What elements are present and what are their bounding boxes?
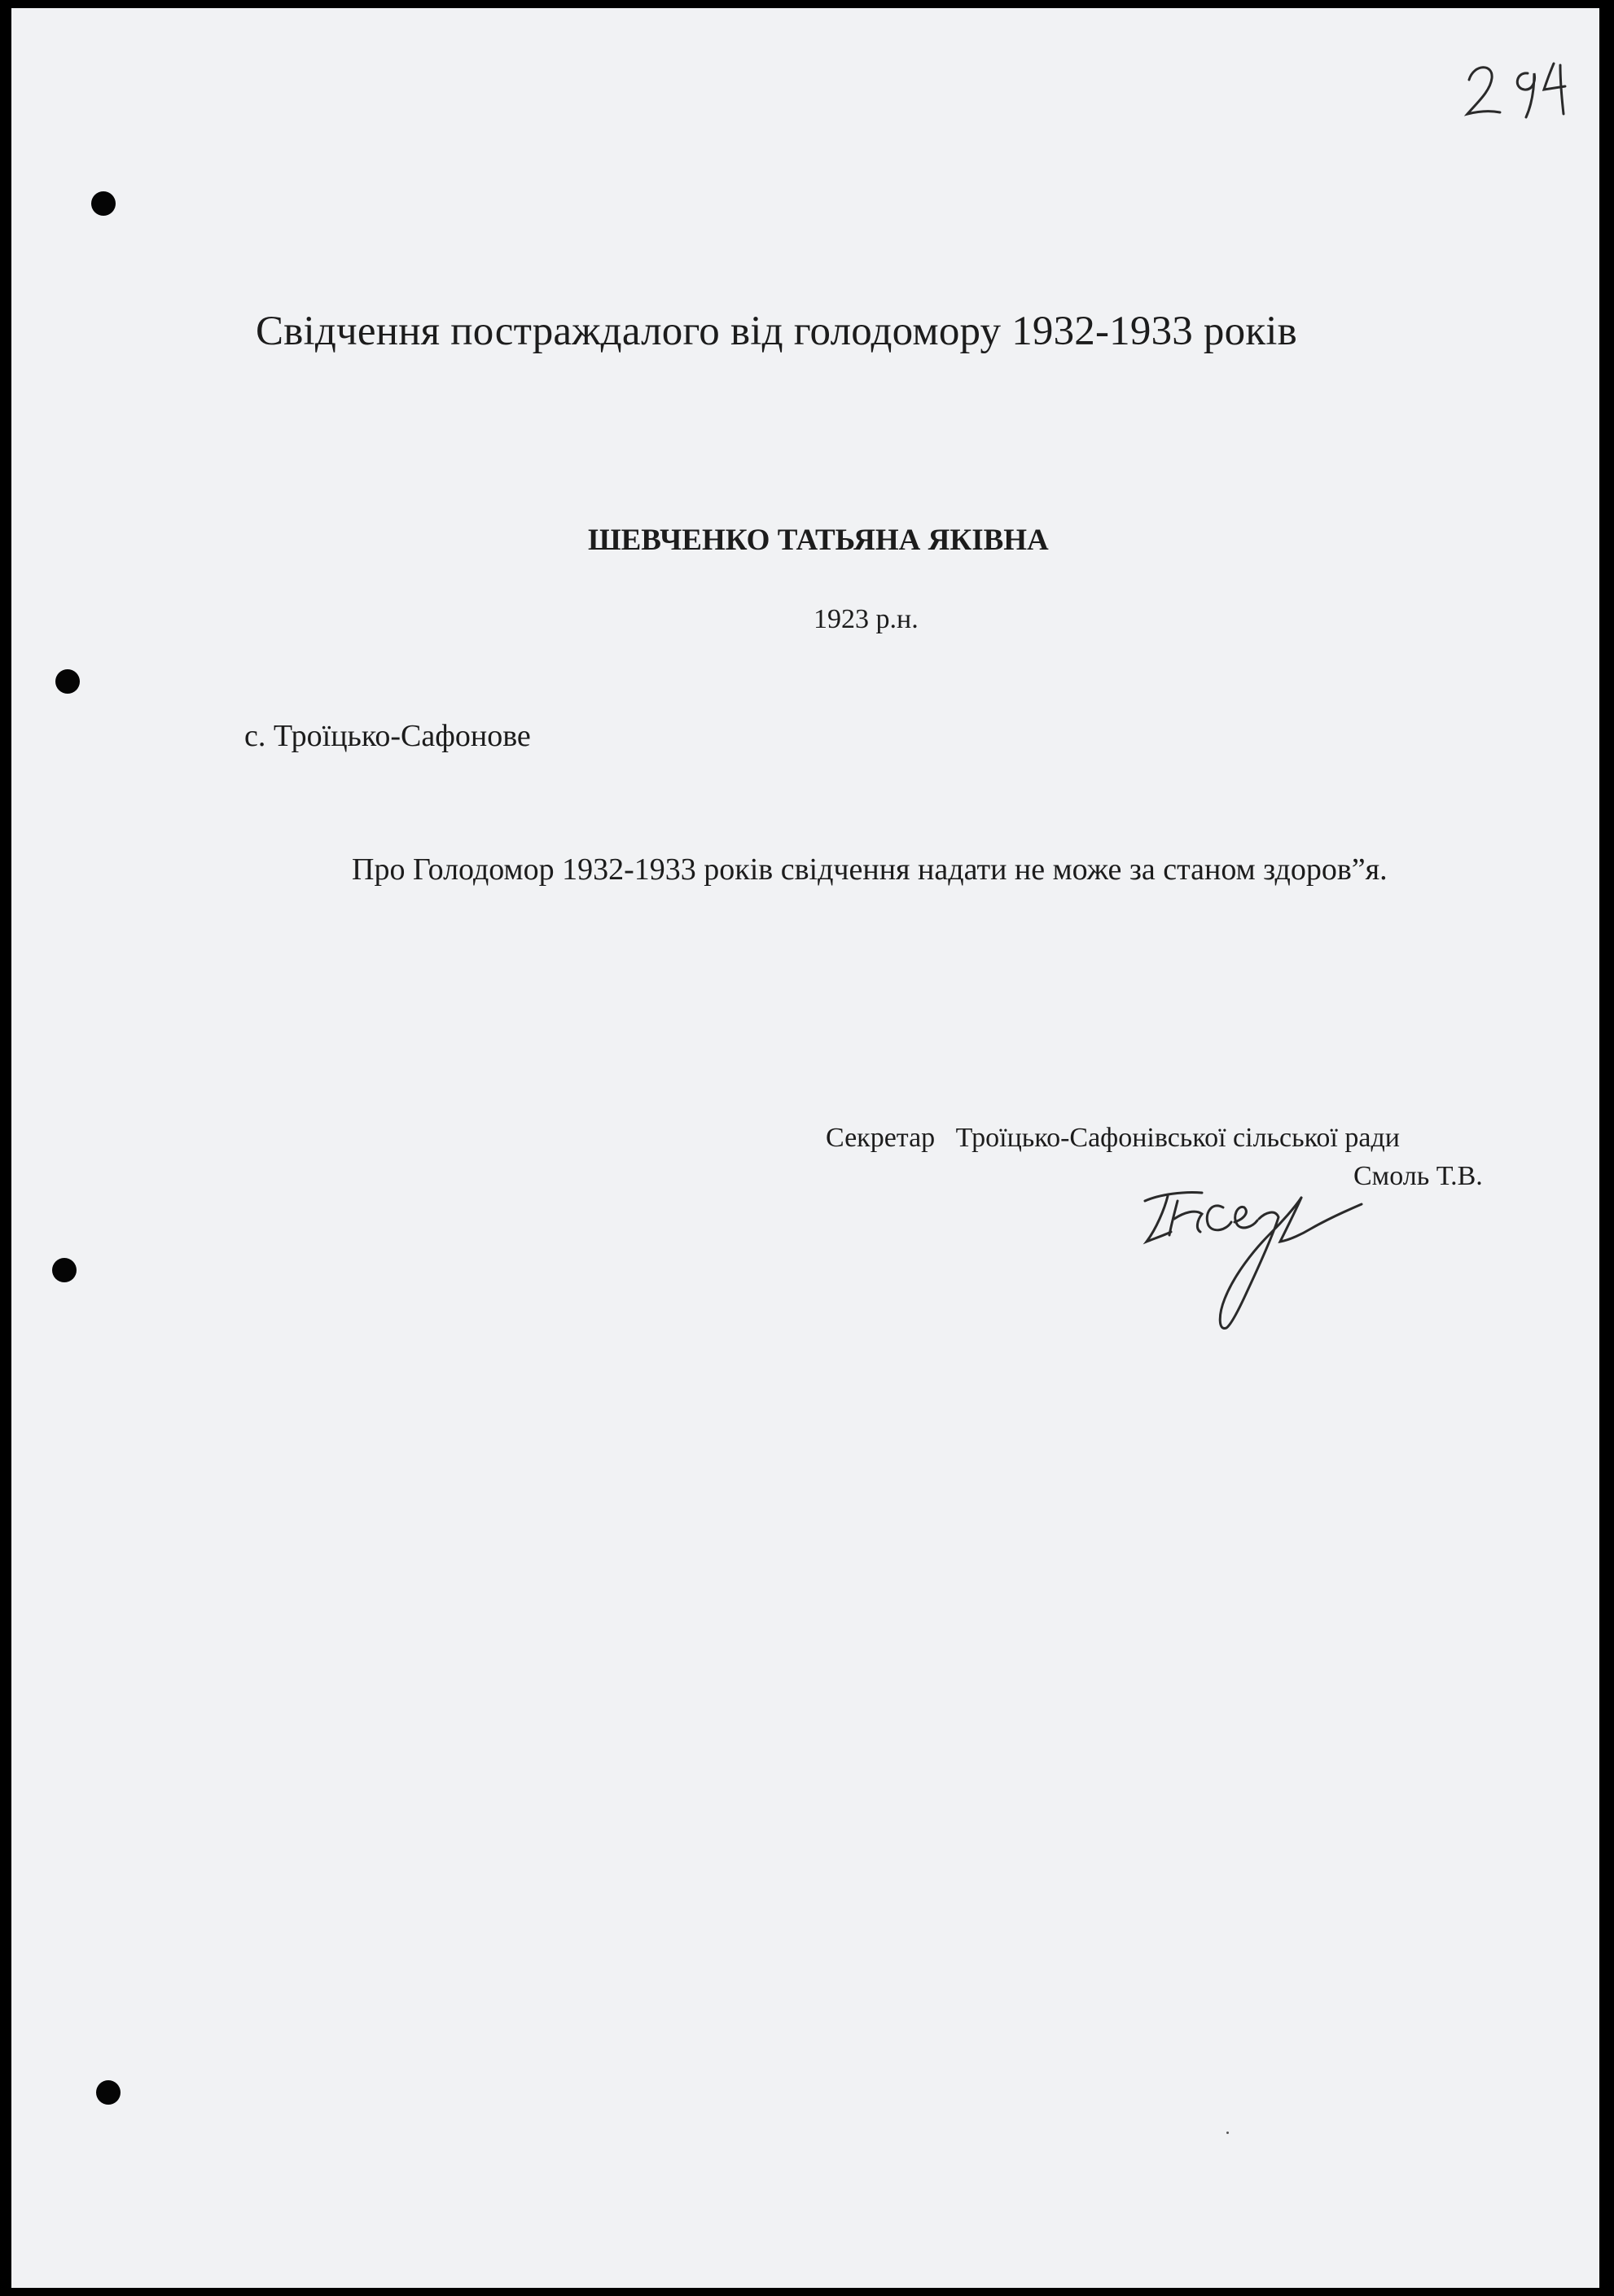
secretary-position: Секретар [826, 1123, 936, 1153]
secretary-name: Смоль Т.В. [1353, 1161, 1483, 1191]
document-page [11, 8, 1599, 2288]
council-name: Троїцько-Сафонівської сільської ради [955, 1123, 1400, 1153]
handwritten-signature [1127, 1144, 1371, 1339]
birth-year: 1923 р.н. [814, 604, 919, 634]
punch-hole [52, 1258, 77, 1282]
village-name: с. Троїцько-Сафонове [244, 719, 531, 753]
punch-hole [91, 191, 116, 216]
person-name: ШЕВЧЕНКО ТАТЬЯНА ЯКІВНА [588, 524, 1049, 557]
handwritten-page-number [1453, 49, 1575, 122]
statement-text: Про Голодомор 1932-1933 років свідчення надати не може за станом здоров”я. [352, 852, 1388, 887]
punch-hole [96, 2080, 121, 2105]
punch-hole [55, 669, 80, 694]
paper-speck [1226, 2132, 1229, 2134]
document-title: Свідчення постраждалого від голодомору 1932-1933 років [256, 309, 1297, 354]
